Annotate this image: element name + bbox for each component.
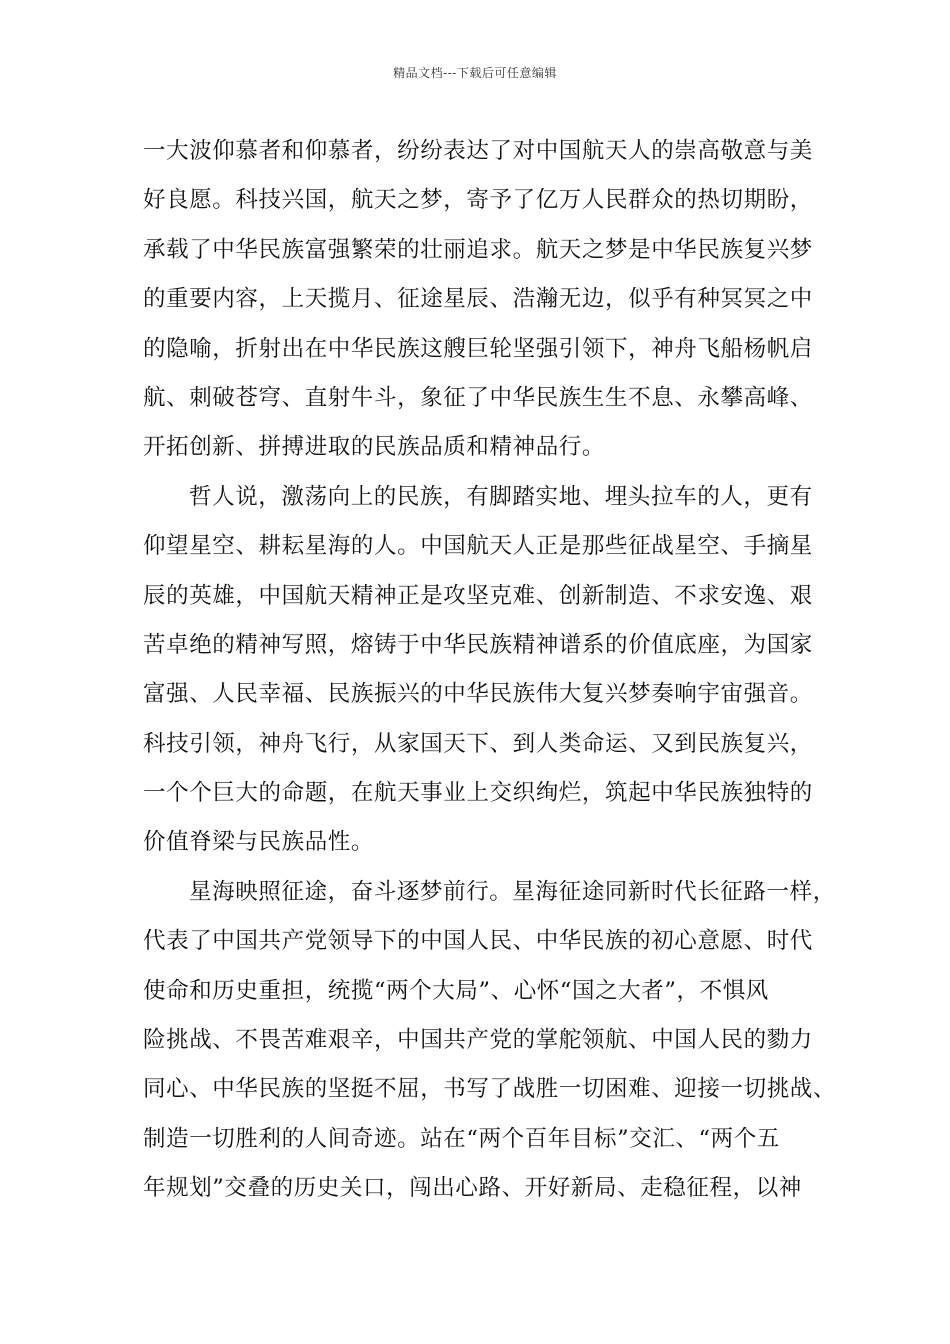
- text-line: 同心、中华民族的坚挺不屈，书写了战胜一切困难、迎接一切挑战、: [143, 1076, 837, 1103]
- text-line: 航、刺破苍穹、直射牛斗，象征了中华民族生生不息、永攀高峰、: [143, 384, 813, 411]
- text-line: 使命和历史重担，统揽“两个大局”、心怀“国之大者”，不惧风: [143, 977, 769, 1004]
- text-line: 辰的英雄，中国航天精神正是攻坚克难、创新制造、不求安逸、艰: [143, 582, 813, 609]
- text-line: 一大波仰慕者和仰慕者，纷纷表达了对中国航天人的崇高敬意与美: [143, 138, 813, 164]
- text-line: 富强、人民幸福、民族振兴的中华民族伟大复兴梦奏响宇宙强音。: [143, 681, 813, 708]
- text-line: 险挑战、不畏苦难艰辛，中国共产党的掌舵领航、中国人民的勠力: [143, 1027, 813, 1054]
- text-line: 代表了中国共产党领导下的中国人民、中华民族的初心意愿、时代: [143, 928, 813, 955]
- text-line: 一个个巨大的命题，在航天事业上交织绚烂，筑起中华民族独特的: [143, 780, 813, 807]
- page-header: 精品文档---下载后可任意编辑: [393, 66, 557, 80]
- text-line: 哲人说，激荡向上的民族，有脚踏实地、埋头拉车的人，更有: [189, 483, 813, 510]
- text-line: 的重要内容，上天揽月、征途星辰、浩瀚无边，似乎有种冥冥之中: [143, 286, 813, 313]
- paragraph: [143, 874, 837, 1220]
- text-line: 仰望星空、耕耘星海的人。中国航天人正是那些征战星空、手摘星: [143, 533, 813, 560]
- text-line: 承载了中华民族富强繁荣的壮丽追求。航天之梦是中华民族复兴梦: [143, 236, 813, 263]
- text-line: 科技引领，神舟飞行，从家国天下、到人类命运、又到民族复兴，: [143, 730, 813, 757]
- text-line: 制造一切胜利的人间奇迹。站在“两个百年目标”交汇、“两个五: [143, 1125, 780, 1152]
- paragraph: [143, 133, 823, 479]
- text-line: 星海映照征途，奋斗逐梦前行。星海征途同新时代长征路一样，: [189, 878, 836, 905]
- text-line: 价值脊梁与民族品性。: [143, 829, 375, 856]
- paragraph: [143, 479, 823, 874]
- text-line: 开拓创新、拼搏进取的民族品质和精神品行。: [143, 434, 606, 461]
- document-body: [143, 133, 837, 1220]
- text-line: 的隐喻，折射出在中华民族这艘巨轮坚强引领下，神舟飞船杨帆启: [143, 335, 813, 362]
- text-line: 年规划”交叠的历史关口，闯出心路、开好新局、走稳征程，以神: [143, 1175, 802, 1202]
- text-line: 苦卓绝的精神写照，熔铸于中华民族精神谱系的价值底座，为国家: [143, 631, 813, 658]
- text-line: 好良愿。科技兴国，航天之梦，寄予了亿万人民群众的热切期盼，: [143, 187, 813, 214]
